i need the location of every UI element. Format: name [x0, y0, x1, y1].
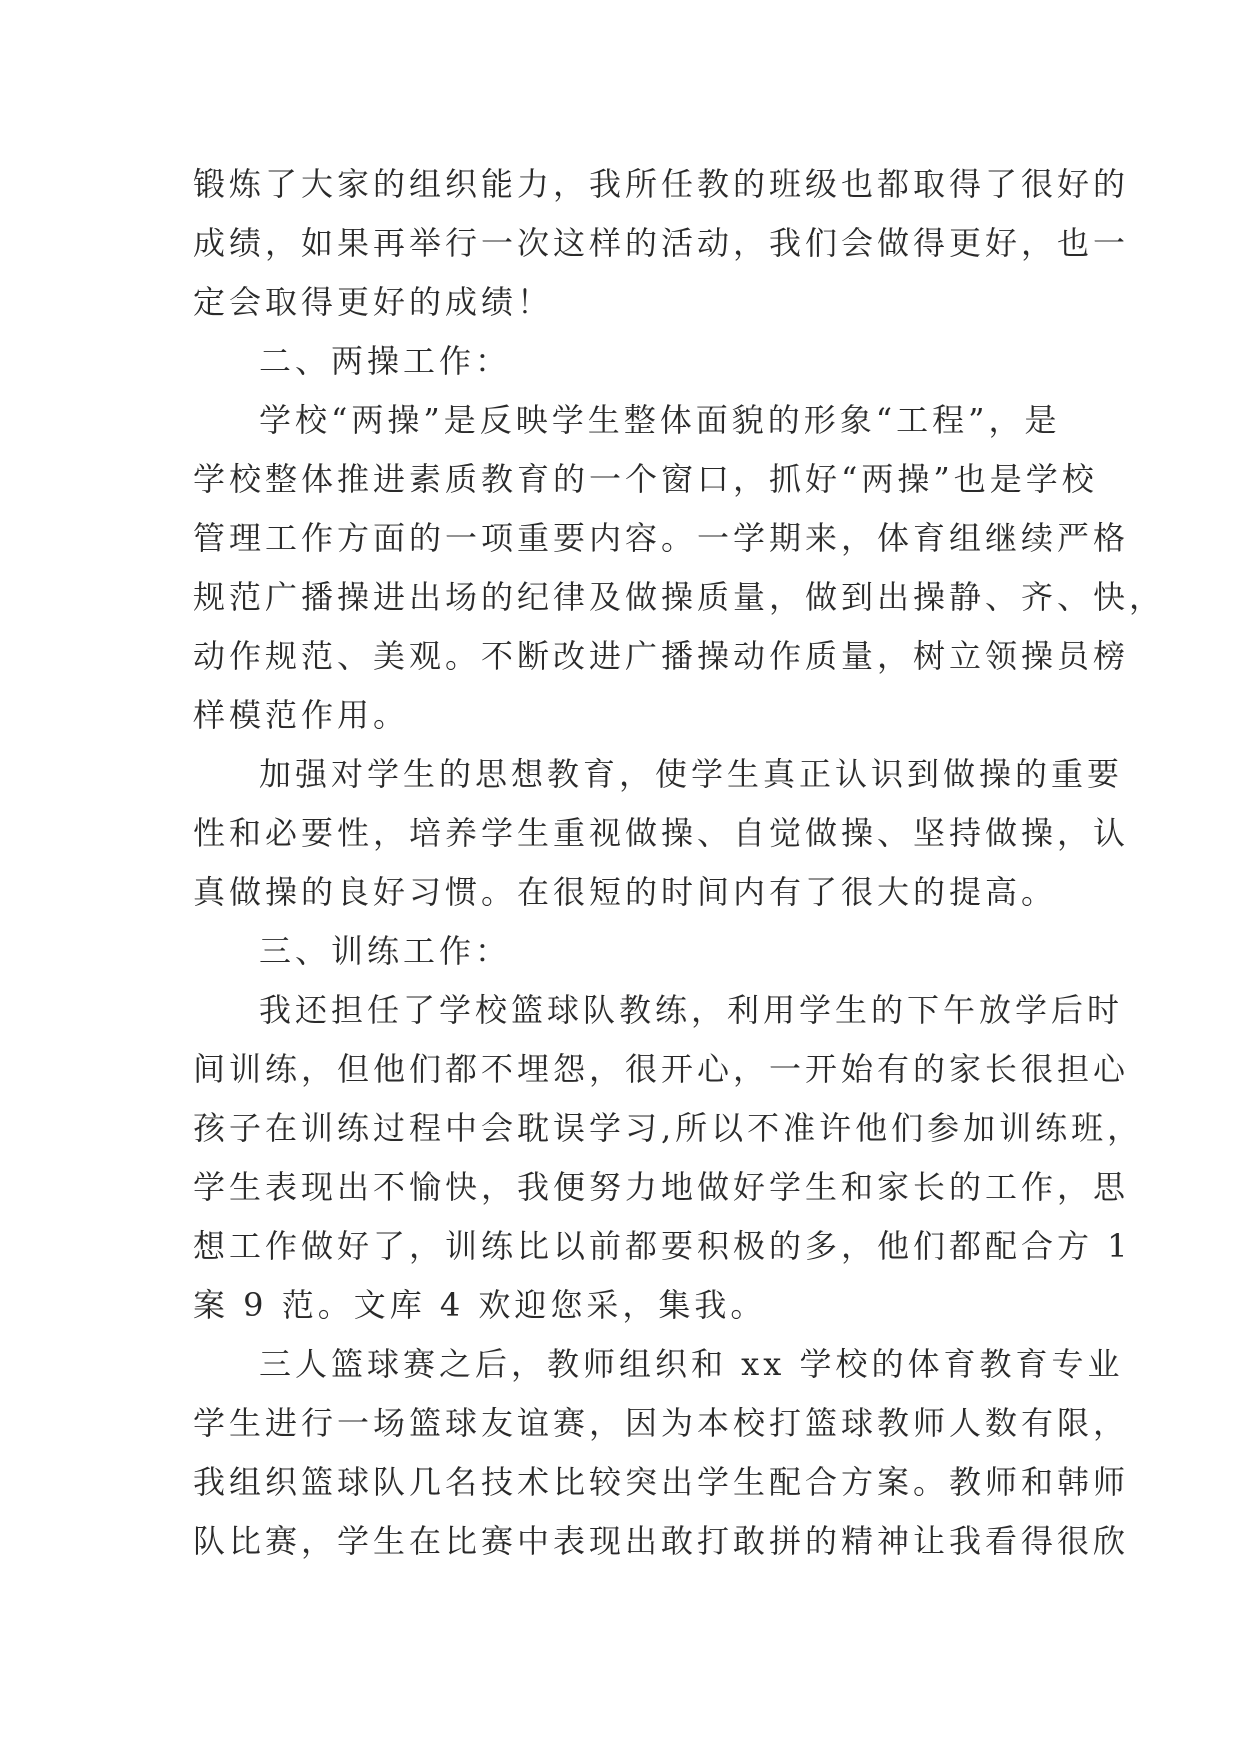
text-line: 间训练，但他们都不埋怨，很开心，一开始有的家长很担心	[193, 1050, 1130, 1088]
text-line: 加强对学生的思想教育，使学生真正认识到做操的重要	[259, 755, 1124, 793]
text-line: 规范广播操进出场的纪律及做操质量，做到出操静、齐、快，	[193, 578, 1166, 616]
text-line: 学校整体推进素质教育的一个窗口，抓好“两操”也是学校	[193, 460, 1098, 498]
text-line: 学生进行一场篮球友谊赛，因为本校打篮球教师人数有限，	[193, 1404, 1130, 1442]
text-line: 锻炼了大家的组织能力，我所任教的班级也都取得了很好的	[193, 165, 1130, 203]
text-line: 成绩，如果再举行一次这样的活动，我们会做得更好，也一	[193, 224, 1130, 262]
text-line: 学校“两操”是反映学生整体面貌的形象“工程”，是	[259, 401, 1061, 439]
text-line: 动作规范、美观。不断改进广播操动作质量，树立领操员榜	[193, 637, 1130, 675]
body-text	[193, 155, 1166, 1571]
text-line: 案 9 范。文库 4 欢迎您采，集我。	[193, 1286, 767, 1324]
text-line: 队比赛，学生在比赛中表现出敢打敢拼的精神让我看得很欣	[193, 1522, 1130, 1560]
text-line: 我组织篮球队几名技术比较突出学生配合方案。教师和韩师	[193, 1463, 1130, 1501]
text-line: 想工作做好了，训练比以前都要积极的多，他们都配合方 1	[193, 1227, 1132, 1265]
section-heading: 二、两操工作：	[259, 342, 512, 380]
text-line: 三人篮球赛之后，教师组织和 xx 学校的体育教育专业	[259, 1345, 1124, 1383]
text-line: 孩子在训练过程中会耽误学习,所以不准许他们参加训练班，	[193, 1109, 1144, 1147]
text-line: 学生表现出不愉快，我便努力地做好学生和家长的工作，思	[193, 1168, 1130, 1206]
text-line: 管理工作方面的一项重要内容。一学期来，体育组继续严格	[193, 519, 1130, 557]
text-line: 定会取得更好的成绩！	[193, 283, 554, 321]
text-line: 样模范作用。	[193, 696, 410, 734]
text-line: 真做操的良好习惯。在很短的时间内有了很大的提高。	[193, 873, 1058, 911]
text-line: 性和必要性，培养学生重视做操、自觉做操、坚持做操，认	[193, 814, 1130, 852]
section-heading: 三、训练工作：	[259, 932, 512, 970]
text-line: 我还担任了学校篮球队教练，利用学生的下午放学后时	[259, 991, 1124, 1029]
